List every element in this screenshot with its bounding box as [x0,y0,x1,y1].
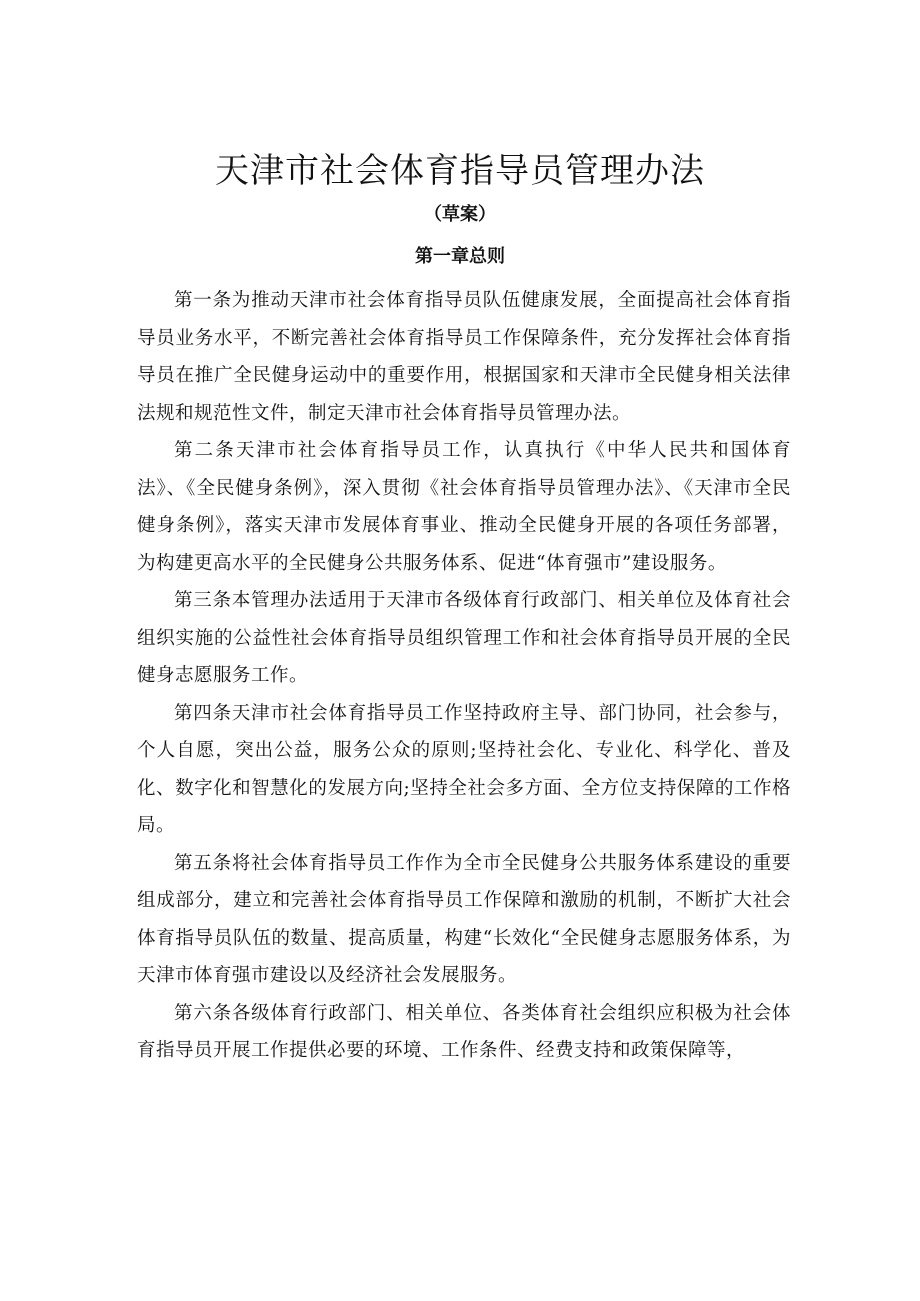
article-6: 第六条各级体育行政部门、相关单位、各类体育社会组织应积极为社会体育指导员开展工作提供必要的环境、工作条件、经费支持和政策保障等， [137,1002,791,1061]
article-2: 第二条天津市社会体育指导员工作，认真执行《中华人民共和国体育法》、《全民健身条例》，深入贯彻《社会体育指导员管理办法》、《天津市全民健身条例》，落实天津市发展体育事业、推动全民健身开展的各项任务部署，为构建更高水平的全民健身公共服务体系、促进“体育强市”建设服务。 [137,440,791,574]
document-title: 天津市社会体育指导员管理办法 [215,151,705,191]
article-4: 第四条天津市社会体育指导员工作坚持政府主导、部门协同，社会参与，个人自愿，突出公益，服务公众的原则;坚持社会化、专业化、科学化、普及化、数字化和智慧化的发展方向;坚持全社会多方面、全方位支持保障的工作格局。 [137,702,791,836]
article-1: 第一条为推动天津市社会体育指导员队伍健康发展，全面提高社会体育指导员业务水平，不断完善社会体育指导员工作保障条件，充分发挥社会体育指导员在推广全民健身运动中的重要作用，根据国家和天津市全民健身相关法律法规和规范性文件，制定天津市社会体育指导员管理办法。 [137,290,791,424]
article-5: 第五条将社会体育指导员工作作为全市全民健身公共服务体系建设的重要组成部分，建立和完善社会体育指导员工作保障和激励的机制，不断扩大社会体育指导员队伍的数量、提高质量，构建“长效化“全民健身志愿服务体系，为天津市体育强市建设以及经济社会发展服务。 [137,852,791,986]
article-3: 第三条本管理办法适用于天津市各级体育行政部门、相关单位及体育社会组织实施的公益性社会体育指导员组织管理工作和社会体育指导员开展的全民健身志愿服务工作。 [137,590,791,686]
article-list [137,282,791,1070]
chapter-heading: 第一章总则 [415,246,505,267]
document-subtitle: （草案） [424,204,496,225]
